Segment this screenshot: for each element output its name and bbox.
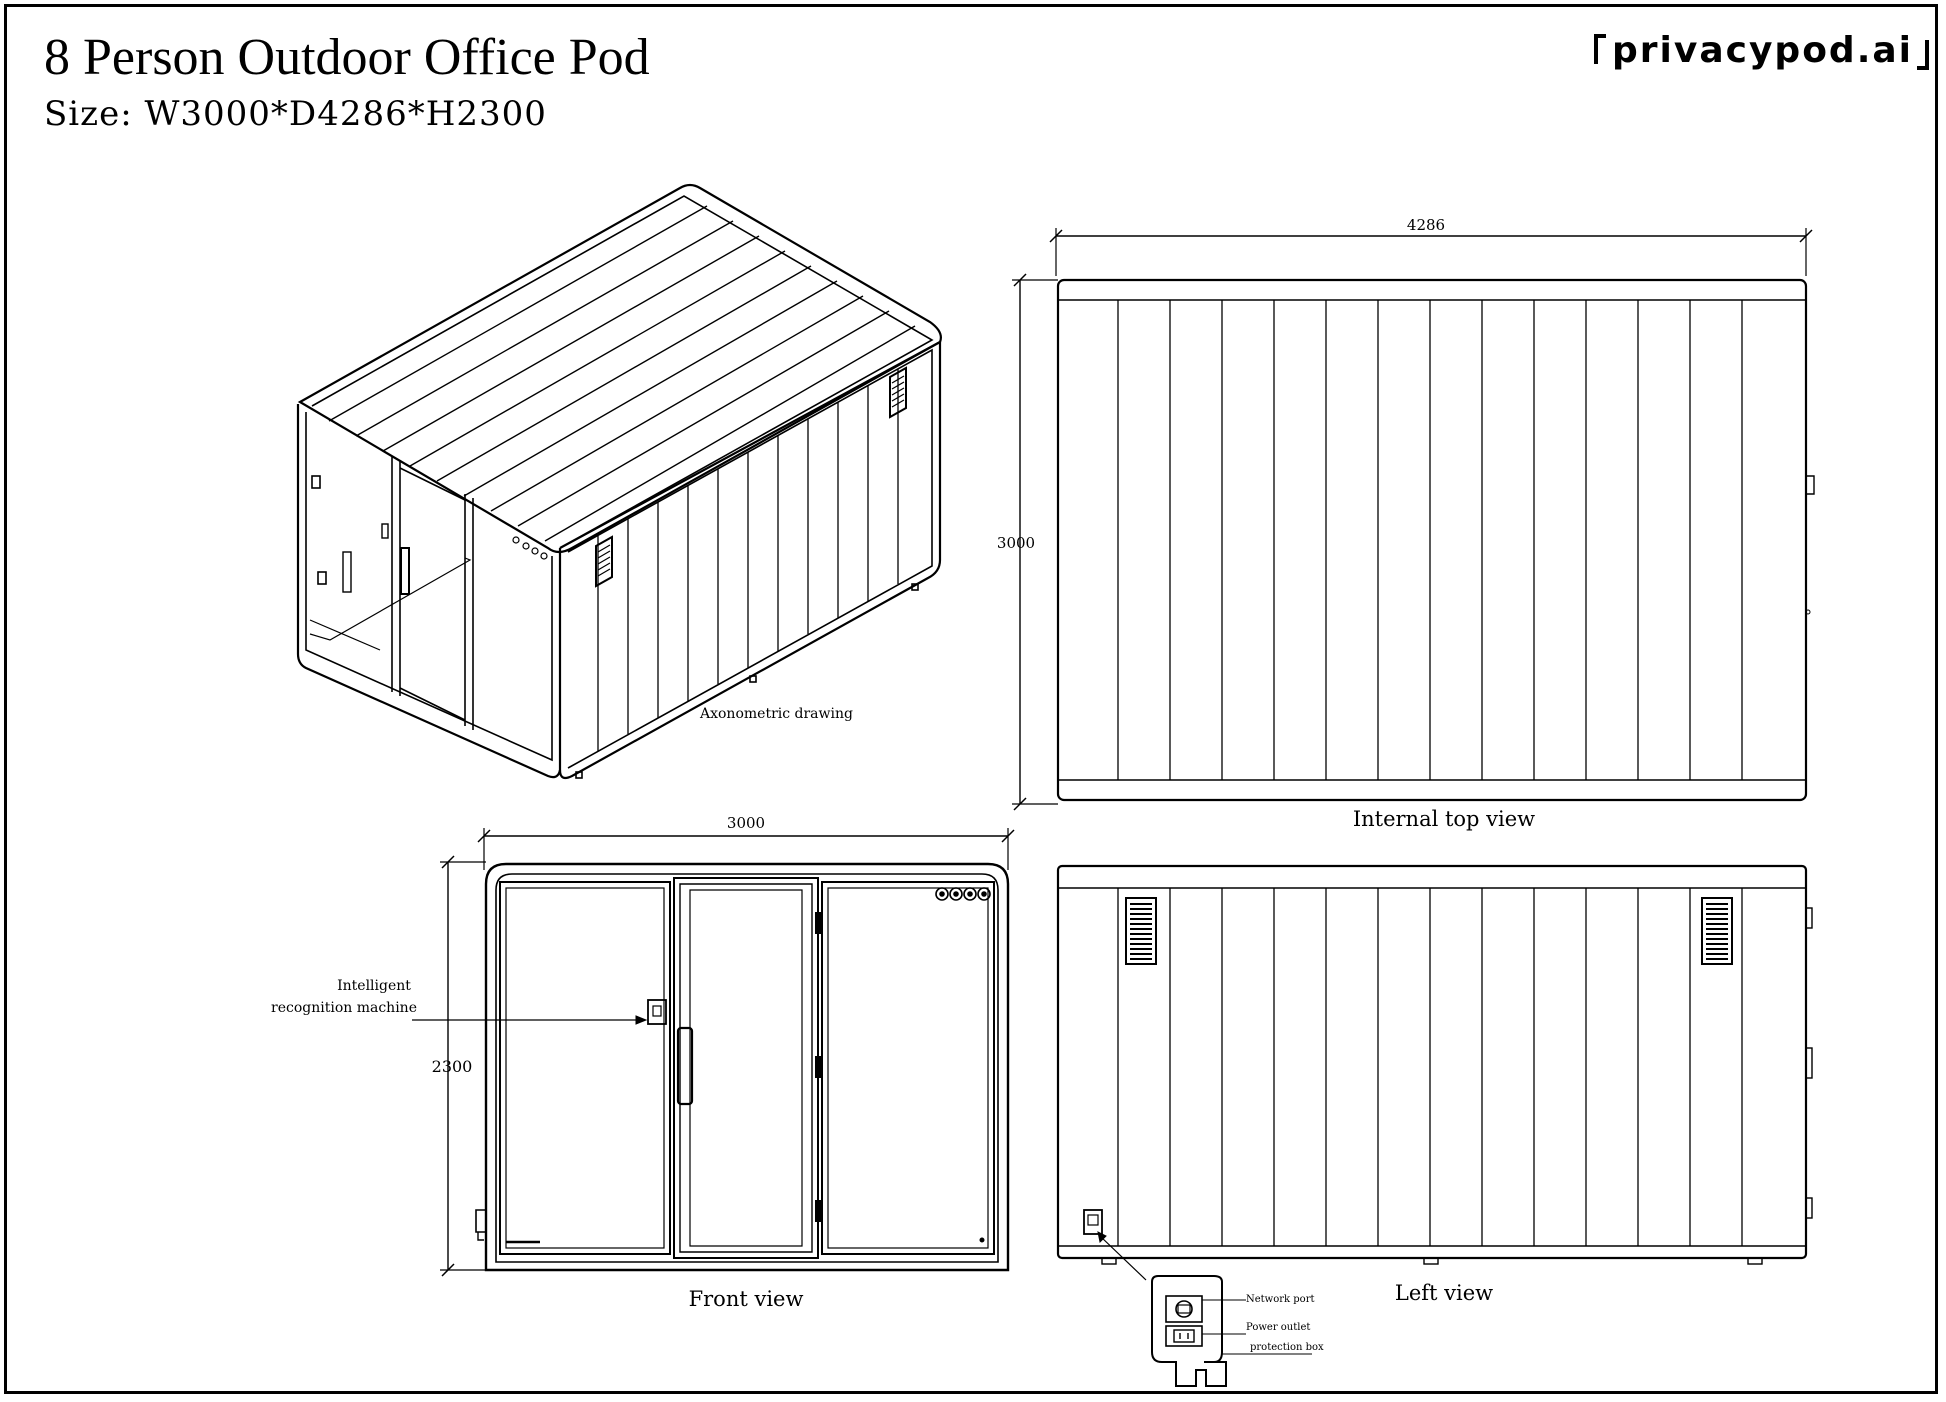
- dim-depth: 4286: [1406, 216, 1446, 234]
- brand-logo-text: privacypod.ai: [1612, 30, 1914, 71]
- internal-top-view-label: Internal top view: [1352, 807, 1536, 831]
- axonometric-view: [298, 185, 941, 778]
- front-view-label: Front view: [688, 1287, 804, 1311]
- dim-width-side: 3000: [996, 534, 1036, 552]
- recognition-machine-label-2: recognition machine: [271, 1000, 417, 1016]
- dim-height: 2300: [431, 1057, 473, 1076]
- left-view-label: Left view: [1394, 1281, 1494, 1305]
- axonometric-label: Axonometric drawing: [700, 706, 853, 722]
- page-title: 8 Person Outdoor Office Pod: [44, 29, 650, 86]
- internal-top-view: [1012, 228, 1814, 810]
- dim-width-front: 3000: [726, 814, 766, 832]
- front-view: [412, 828, 1014, 1276]
- protection-box-label: protection box: [1250, 1342, 1324, 1353]
- left-view: [1058, 866, 1812, 1386]
- recognition-machine-label-1: Intelligent: [337, 978, 411, 994]
- network-port-label: Network port: [1246, 1294, 1315, 1305]
- size-spec: Size: W3000*D4286*H2300: [44, 94, 547, 134]
- power-outlet-label: Power outlet: [1246, 1322, 1311, 1333]
